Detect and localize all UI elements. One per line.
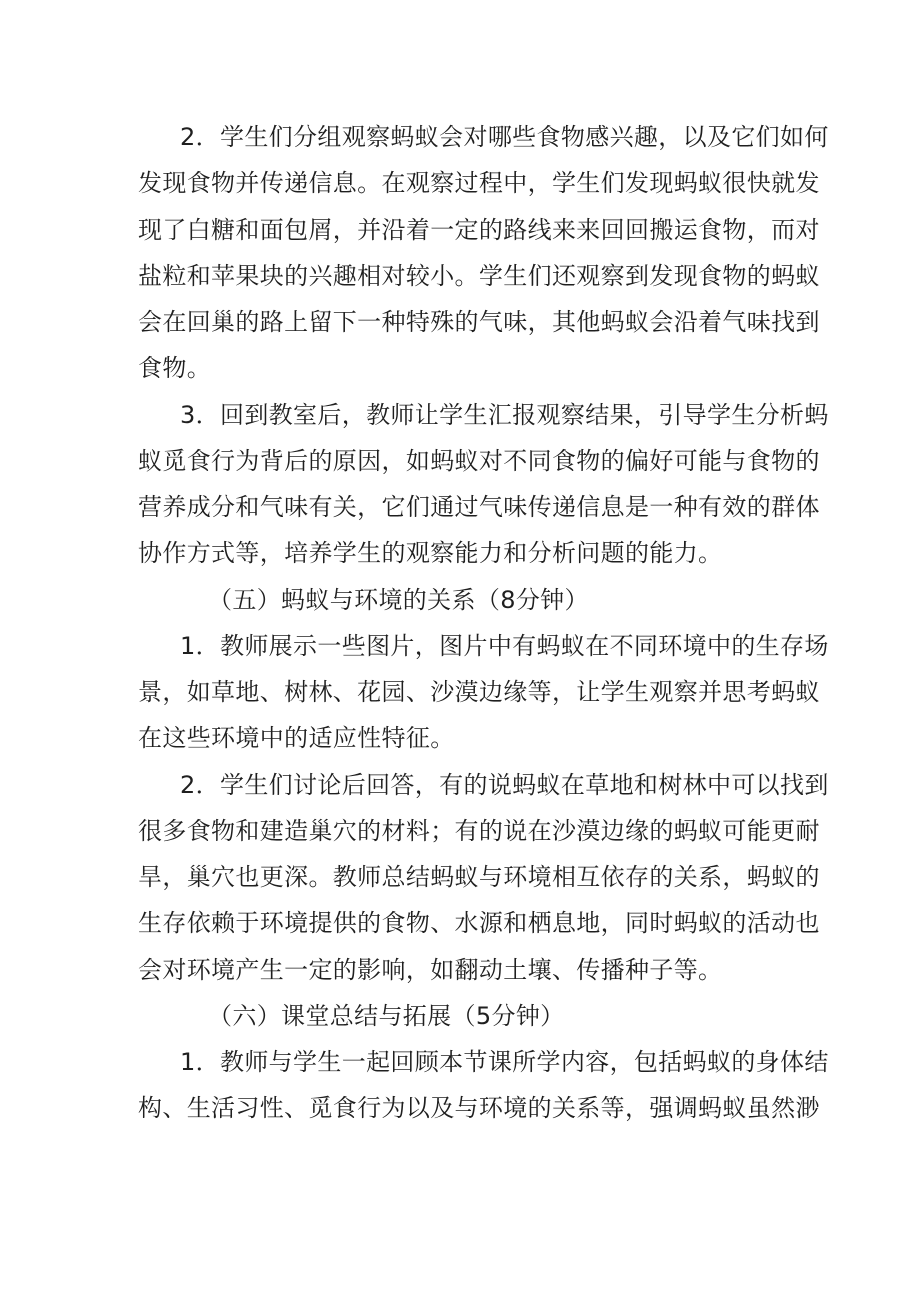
section-5-paragraph-1-line-2: 景，如草地、树林、花园、沙漠边缘等，让学生观察并思考蚂蚁	[138, 678, 820, 706]
section-6-paragraph-1-line-2: 构、生活习性、觅食行为以及与环境的关系等，强调蚂蚁虽然渺	[138, 1094, 820, 1122]
section-heading-5: （五）蚂蚁与环境的关系（8分钟）	[208, 586, 589, 614]
paragraph-3-line-2: 蚁觅食行为背后的原因，如蚂蚁对不同食物的偏好可能与食物的	[138, 447, 820, 475]
section-5-paragraph-2-line-2: 很多食物和建造巢穴的材料；有的说在沙漠边缘的蚂蚁可能更耐	[138, 817, 820, 845]
paragraph-2-line-4: 盐粒和苹果块的兴趣相对较小。学生们还观察到发现食物的蚂蚁	[138, 262, 820, 290]
section-heading-6: （六）课堂总结与拓展（5分钟）	[208, 1002, 565, 1030]
paragraph-3-line-3: 营养成分和气味有关，它们通过气味传递信息是一种有效的群体	[138, 493, 820, 521]
section-5-paragraph-2-line-1: 2．学生们讨论后回答，有的说蚂蚁在草地和树林中可以找到	[180, 771, 829, 799]
paragraph-3-line-1: 3．回到教室后，教师让学生汇报观察结果，引导学生分析蚂	[180, 401, 829, 429]
paragraph-2-line-1: 2．学生们分组观察蚂蚁会对哪些食物感兴趣，以及它们如何	[180, 123, 829, 151]
paragraph-3-line-4: 协作方式等，培养学生的观察能力和分析问题的能力。	[138, 539, 723, 567]
paragraph-2-line-6: 食物。	[138, 354, 212, 382]
section-5-paragraph-1-line-1: 1．教师展示一些图片，图片中有蚂蚁在不同环境中的生存场	[180, 632, 829, 660]
section-6-paragraph-1-line-1: 1．教师与学生一起回顾本节课所学内容，包括蚂蚁的身体结	[180, 1048, 829, 1076]
section-5-paragraph-2-line-3: 旱，巢穴也更深。教师总结蚂蚁与环境相互依存的关系，蚂蚁的	[138, 863, 820, 891]
paragraph-2-line-2: 发现食物并传递信息。在观察过程中，学生们发现蚂蚁很快就发	[138, 169, 820, 197]
section-5-paragraph-2-line-4: 生存依赖于环境提供的食物、水源和栖息地，同时蚂蚁的活动也	[138, 909, 820, 937]
paragraph-2-line-3: 现了白糖和面包屑，并沿着一定的路线来来回回搬运食物，而对	[138, 216, 820, 244]
section-5-paragraph-2-line-5: 会对环境产生一定的影响，如翻动土壤、传播种子等。	[138, 956, 723, 984]
section-5-paragraph-1-line-3: 在这些环境中的适应性特征。	[138, 724, 455, 752]
paragraph-2-line-5: 会在回巢的路上留下一种特殊的气味，其他蚂蚁会沿着气味找到	[138, 308, 820, 336]
